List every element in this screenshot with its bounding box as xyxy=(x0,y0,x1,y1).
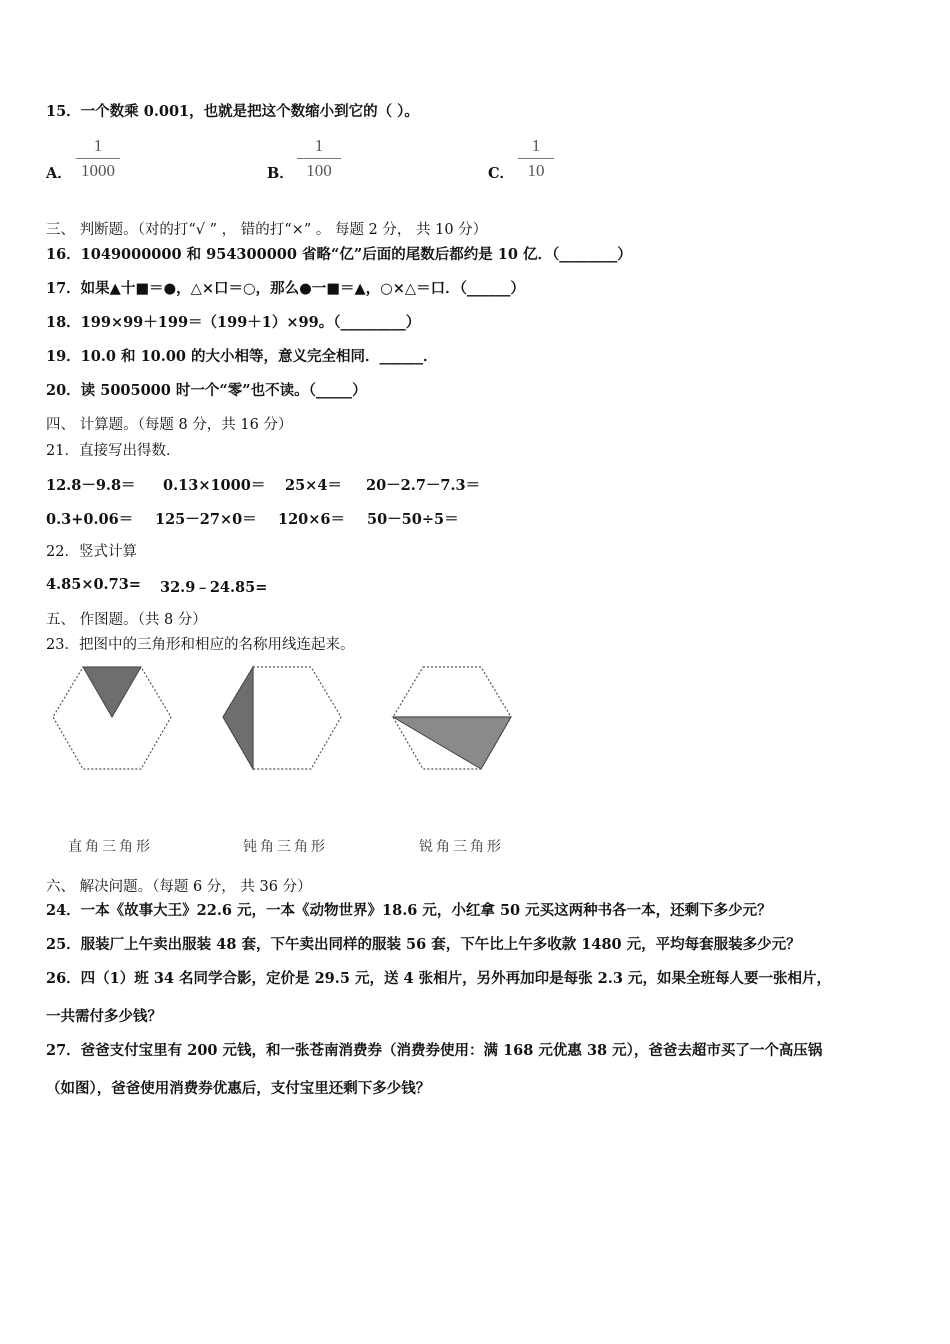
fraction-c-denominator: 10 xyxy=(527,161,545,180)
calc-item: 12.8－9.8＝ xyxy=(46,477,136,494)
fraction-b xyxy=(297,136,341,181)
option-b[interactable] xyxy=(267,136,357,184)
calc-item: 25×4＝ xyxy=(285,477,342,494)
question-23-stem: 23．把图中的三角形和相应的名称用线连起来。 xyxy=(46,637,355,653)
question-18: 18．199×99＋199＝（199＋1）×99。（_________） xyxy=(46,314,421,331)
calc-item: 120×6＝ xyxy=(278,511,346,528)
acute-triangle-shape xyxy=(83,667,141,717)
question-27-line-2: （如图），爸爸使用消费券优惠后，支付宝里还剩下多少钱？ xyxy=(46,1080,431,1097)
option-b-label: B． xyxy=(267,165,294,182)
option-c[interactable] xyxy=(488,136,578,184)
label-right-triangle: 直角三角形 xyxy=(68,839,153,855)
fraction-a-numerator: 1 xyxy=(93,136,103,155)
question-20: 20．读 5005000 时一个“零”也不读。（_____） xyxy=(46,382,367,399)
question-16: 16．1049000000 和 954300000 省略“亿”后面的尾数后都约是 10 亿．（________） xyxy=(46,246,632,263)
question-26-line-1: 26．四（1）班 34 名同学合影，定价是 29.5 元，送 4 张相片，另外再加印是每张 2.3 元，如果全班每人要一张相片， xyxy=(46,970,831,987)
question-22-stem: 22．竖式计算 xyxy=(46,544,137,560)
question-26-line-2: 一共需付多少钱？ xyxy=(46,1008,162,1025)
question-27-line-1: 27．爸爸支付宝里有 200 元钱，和一张苍南消费券（消费券使用：满 168 元优惠 38 元），爸爸去超市买了一个高压锅 xyxy=(46,1042,823,1059)
question-19: 19．10.0 和 10.00 的大小相等，意义完全相同．______． xyxy=(46,348,438,365)
fraction-a xyxy=(76,136,120,181)
fraction-b-denominator: 100 xyxy=(306,161,332,180)
right-triangle-shape xyxy=(223,667,253,769)
fraction-c-numerator: 1 xyxy=(531,136,541,155)
option-c-label: C． xyxy=(488,165,515,182)
fraction-b-numerator: 1 xyxy=(314,136,324,155)
option-a[interactable] xyxy=(46,136,136,184)
fraction-bar xyxy=(76,158,120,159)
calc-item: 0.3+0.06＝ xyxy=(46,511,134,528)
section-6-heading: 六、 解决问题。（每题 6 分， 共 36 分） xyxy=(46,879,312,895)
calc-item: 20－2.7－7.3＝ xyxy=(366,477,481,494)
obtuse-triangle-shape xyxy=(393,717,511,769)
calc-item: 50－50÷5＝ xyxy=(367,511,459,528)
calc-item: 4.85×0.73= xyxy=(46,576,141,593)
hexagon-figure-1 xyxy=(53,667,171,769)
fraction-bar xyxy=(297,158,341,159)
fraction-bar xyxy=(518,158,554,159)
label-obtuse-triangle: 钝角三角形 xyxy=(243,839,328,855)
label-acute-triangle: 锐角三角形 xyxy=(419,839,504,855)
section-3-heading: 三、 判断题。（对的打“√ ” ， 错的打“×” 。 每题 2 分， 共 10 分） xyxy=(46,222,488,238)
question-24: 24．一本《故事大王》22.6 元，一本《动物世界》18.6 元，小红拿 50 元买这两种书各一本，还剩下多少元？ xyxy=(46,902,772,919)
calc-item: 32.9﹣24.85= xyxy=(160,579,268,596)
section-5-heading: 五、 作图题。（共 8 分） xyxy=(46,612,207,628)
question-15-stem: 15．一个数乘 0.001，也就是把这个数缩小到它的（ ）。 xyxy=(46,103,419,120)
hexagon-figures xyxy=(46,660,546,780)
question-17: 17．如果▲十■＝●，△×口＝○，那么●一■＝▲，○×△＝口．（______） xyxy=(46,280,525,297)
calc-item: 125－27×0＝ xyxy=(155,511,257,528)
hexagon-figure-3 xyxy=(393,667,511,769)
option-a-label: A． xyxy=(46,165,72,182)
section-4-heading: 四、 计算题。（每题 8 分，共 16 分） xyxy=(46,417,293,433)
question-21-stem: 21．直接写出得数． xyxy=(46,443,181,459)
hexagon-figure-2 xyxy=(223,667,341,769)
calc-item: 0.13×1000＝ xyxy=(163,477,266,494)
question-25: 25．服装厂上午卖出服装 48 套，下午卖出同样的服装 56 套，下午比上午多收款 1480 元，平均每套服装多少元？ xyxy=(46,936,801,953)
fraction-c xyxy=(518,136,554,181)
fraction-a-denominator: 1000 xyxy=(81,161,115,180)
